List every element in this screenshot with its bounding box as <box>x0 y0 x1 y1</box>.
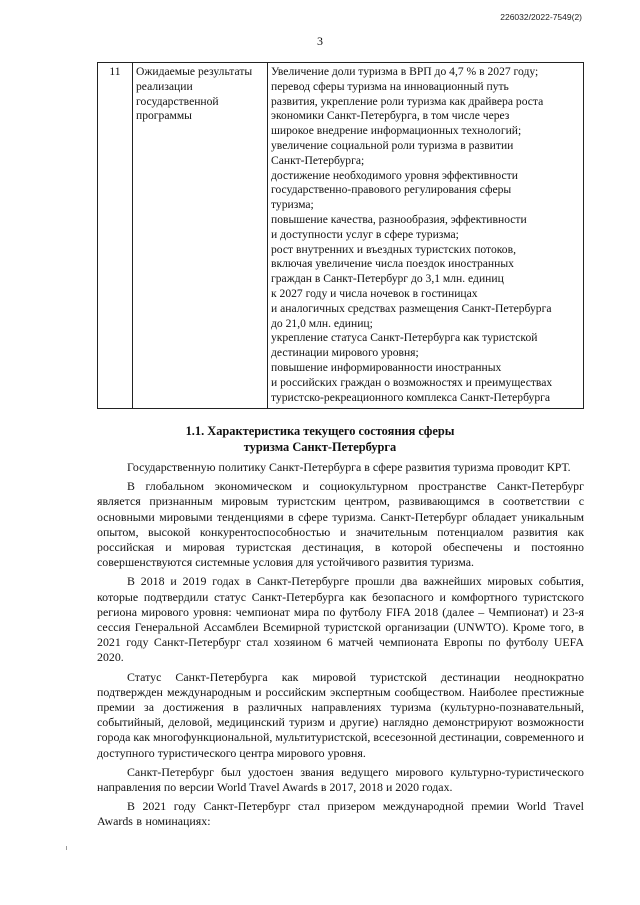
result-line: перевод сферы туризма на инновационный путь <box>271 79 509 93</box>
section-heading-line: 1.1. Характеристика текущего состояния сферы <box>185 424 455 438</box>
document-id: 226032/2022-7549(2) <box>500 12 582 22</box>
table-row <box>98 63 584 409</box>
paragraph: В 2021 году Санкт-Петербург стал призером международной премии World Travel Awards в номинациях: <box>97 799 584 829</box>
result-line: развития, укрепление роли туризма как драйвера роста <box>271 94 544 108</box>
result-line: укрепление статуса Санкт-Петербурга как туристской <box>271 331 538 345</box>
paragraph: Статус Санкт-Петербурга как мировой туристской дестинации неоднократно подтвержден международным и российским экспертным сообществом. Наиболее престижные премии за достижения в различных направлениях туризма (культурно-познавательный, событийный, деловой, медицинский туризм и другие) наглядно демонстрируют возможности города как многофункциональной, мультитуристской, всесезонной дестинации, современного и доступного туристического центра мирового уровня. <box>97 669 584 760</box>
result-line: туризма; <box>271 198 314 212</box>
result-line: рост внутренних и въездных туристских потоков, <box>271 242 516 256</box>
program-results-table <box>97 62 584 409</box>
paragraph: Санкт-Петербург был удостоен звания ведущего мирового культурно-туристического направления по версии World Travel Awards в 2017, 2018 и 2020 годах. <box>97 764 584 795</box>
result-line: увеличение социальной роли туризма в развитии <box>271 138 514 152</box>
result-line: граждан в Санкт-Петербург до 3,1 млн. единиц <box>271 272 504 286</box>
result-line: Санкт-Петербурга; <box>271 153 365 167</box>
row-label-cell: Ожидаемые результаты реализации государственной программы <box>133 63 268 409</box>
paragraph: В глобальном экономическом и социокультурном пространстве Санкт-Петербург является признанным мировым туристским центром, развивающимся в соответствии с основными мировыми тенденциями в сфере туризма. Санкт-Петербург обладает уникальным опытом, высокой конкурентоспособностью и значительным потенциалом развития как российская и мировая туристская дестинация, в которой обеспечены и постоянно совершенствуются системные условия для устойчивого развития туризма. <box>97 479 584 570</box>
result-line: и российских граждан о возможностях и преимуществах <box>271 375 553 389</box>
result-line: повышение качества, разнообразия, эффективности <box>271 212 527 226</box>
result-line: и аналогичных средствах размещения Санкт-Петербурга <box>271 301 552 315</box>
page-number: 3 <box>317 34 323 48</box>
result-line: туристско-рекреационного комплекса Санкт-Петербурга <box>271 390 551 404</box>
section-heading <box>0 423 640 455</box>
paragraph: Государственную политику Санкт-Петербурга в сфере развития туризма проводит КРТ. <box>127 460 571 474</box>
result-line: к 2027 году и числа ночевок в гостиницах <box>271 286 478 300</box>
result-line: дестинации мирового уровня; <box>271 346 419 360</box>
margin-mark <box>66 846 67 850</box>
result-line: достижение необходимого уровня эффективности <box>271 168 518 182</box>
result-line: и доступности услуг в сфере туризма; <box>271 227 459 241</box>
result-line: до 21,0 млн. единиц; <box>271 316 373 330</box>
result-line: повышение информированности иностранных <box>271 360 502 374</box>
row-number-cell: 11 <box>98 63 133 409</box>
section-heading-line: туризма Санкт-Петербурга <box>243 440 397 454</box>
expected-results-cell <box>268 63 584 409</box>
body-text <box>97 460 584 834</box>
result-line: Увеличение доли туризма в ВРП до 4,7 % в 2027 году; <box>271 65 539 78</box>
result-line: экономики Санкт-Петербурга, в том числе через <box>271 109 510 123</box>
result-line: широкое внедрение информационных технологий; <box>271 124 522 138</box>
result-line: государственно-правового регулирования сферы <box>271 183 512 197</box>
result-line: включая увеличение числа поездок иностранных <box>271 257 514 271</box>
paragraph: В 2018 и 2019 годах в Санкт-Петербурге прошли два важнейших мировых события, которые подтвердили статус Санкт-Петербурга как безопасного и комфортного туристского региона мирового уровня: чемпионат мира по футболу FIFA 2018 (далее – Чемпионат) и 23-я сессия Генеральной Ассамблеи Всемирной туристской организации (UNWTO). Кроме того, в 2021 году Санкт-Петербург стал хозяином 6 матчей чемпионата Европы по футболу UEFA 2020. <box>97 574 584 665</box>
